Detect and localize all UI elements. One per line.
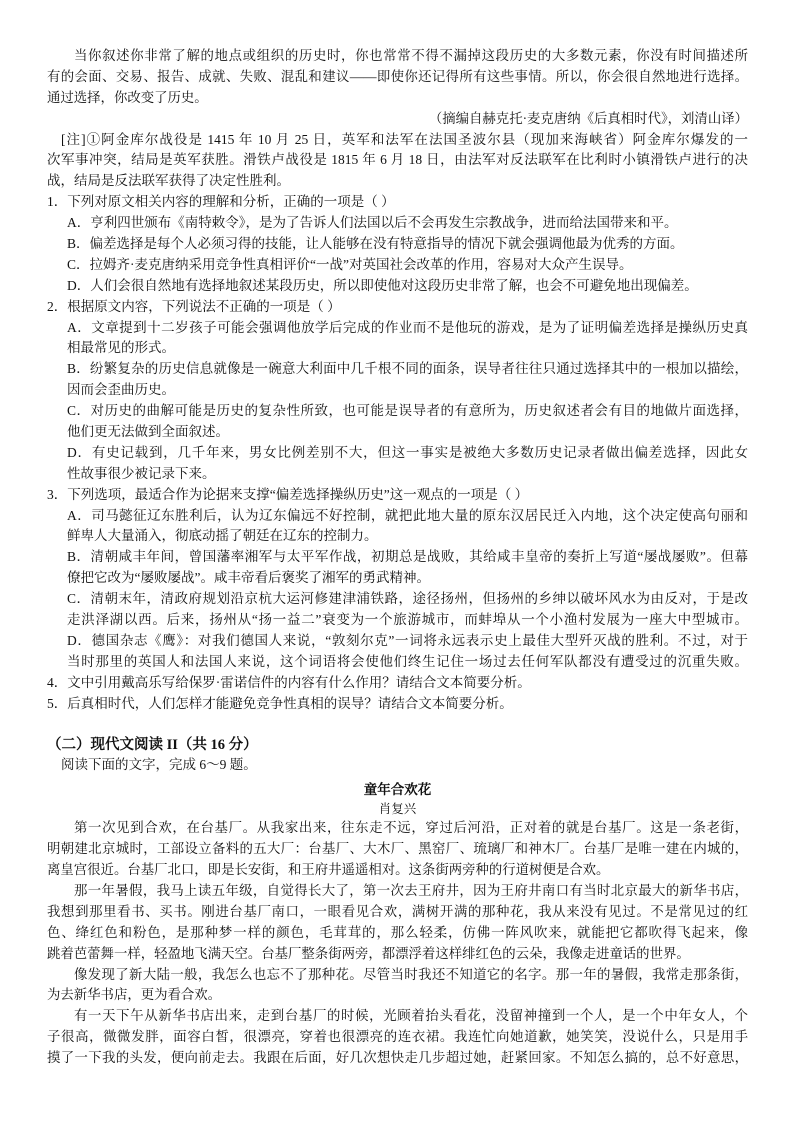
option-c: C．拉姆齐·麦克唐纳采用竞争性真相评价“一战”对英国社会改革的作用，容易对大众产生误导。 [67, 256, 633, 272]
option-d: D．有史记载到，几千年来，男女比例差别不大，但这一事实是被绝大多数历史记录者做出偏差选择，因此女 [67, 444, 748, 460]
article-paragraph-3 [47, 965, 748, 1007]
article-author: 肖复兴 [378, 802, 417, 817]
question-stem: 1．下列对原文相关内容的理解和分析，正确的一项是（ ） [47, 194, 395, 210]
option-a: A．文章提到十二岁孩子可能会强调他放学后完成的作业而不是他玩的游戏，是为了证明偏差选择是操纵历史真 [67, 319, 748, 335]
question-2 [47, 297, 748, 485]
article-line: 离皇宫很近。台基厂北口，即是长安街，和王府井遥遥相对。这条街两旁种的行道树便是合欢。 [47, 862, 610, 878]
article-line: 子很高，微微发胖，面容白皙，很漂亮，穿着也很漂亮的连衣裙。我连忙向她道歉，她笑笑，没说什么，只是用手 [47, 1029, 748, 1045]
option-b-cont: 僚把它改为“屡败屡战”。咸丰帝看后褒奖了湘军的勇武精神。 [67, 570, 430, 586]
option-d: D．德国杂志《鹰》：对我们德国人来说，“敦刻尔克”一词将永远表示史上最佳大型歼灭战的胜利。不过，对于 [67, 632, 748, 648]
question-1 [47, 192, 748, 296]
footnote-line: 战，结局是反法联军获得了决定性胜利。 [47, 173, 290, 189]
option-c-cont: 他们更无法做到全面叙述。 [67, 424, 229, 440]
option-c-cont: 走洪泽湖以西。后来，扬州从“扬一益二”衰变为一个旅游城市，而蚌埠从一个小渔村发展为一座大中型城市。 [67, 612, 748, 628]
option-d: D．人们会很自然地有选择地叙述某段历史，所以即使他对这段历史非常了解，也会不可避免地出现偏差。 [67, 277, 698, 293]
excerpt-source: （摘编自赫克托·麦克唐纳《后真相时代》，刘清山译） [428, 110, 748, 126]
article-line: 明朝建北京城时，工部设立备料的五大厂：台基厂、大木厂、黑窑厂、琉璃厂和神木厂。台基厂是唯一建在内城的， [47, 841, 748, 857]
article-paragraph-4 [47, 1006, 748, 1069]
excerpt [47, 46, 748, 130]
option-d-cont: 当时那里的英国人和法国人来说，这个词语将会使他们终生记住一场过去任何军队都没有遭受过的沉重失败。 [67, 653, 748, 669]
option-a: A．司马懿征辽东胜利后，认为辽东偏远不好控制，就把此地大量的原东汉居民迁入内地，这个决定使高句丽和 [67, 507, 748, 523]
article-line: 第一次见到合欢，在台基厂。从我家出来，往东走不远，穿过后河沿，正对着的就是台基厂。这是一条老街， [74, 820, 748, 836]
article-line: 跳着芭蕾舞一样，轻盈地飞满天空。台基厂整条街两旁，都漂浮着这样绯红色的云朵，我像走进童话的世界。 [47, 945, 690, 961]
option-b: B．清朝咸丰年间，曾国藩率湘军与太平军作战，初期总是战败，其给咸丰皇帝的奏折上写道“屡战屡败”。但幕 [67, 549, 748, 565]
excerpt-line: 当你叙述你非常了解的地点或组织的历史时，你也常常不得不漏掉这段历史的大多数元素，你没有时间描述所 [74, 48, 748, 63]
option-b: B．偏差选择是每个人必须习得的技能，让人能够在没有特意指导的情况下就会强调他最为优秀的方面。 [67, 236, 684, 252]
option-c: C．对历史的曲解可能是历史的复杂性所致，也可能是误导者的有意所为，历史叙述者会有目的地做片面选择， [67, 403, 748, 419]
section-heading: （二）现代文阅读 II（共 16 分） [47, 736, 258, 753]
article-line: 色、绛红色和粉色，是那种梦一样的颜色，毛茸茸的，那么轻柔，仿佛一阵风吹来，就能把它都吹得飞起来，像 [47, 924, 748, 940]
option-d-cont: 性故事很少被记录下来。 [67, 465, 216, 481]
footnote-line: 次军事冲突，结局是英军获胜。滑铁卢战役是 1815 年 6 月 18 日，由法军对反法联军在比利时小镇滑铁卢进行的决 [47, 152, 748, 168]
article-line: 为去新华书店，更为看合欢。 [47, 987, 222, 1003]
article-line: 我想到那里看书、买书。刚进台基厂南口，一眼看见合欢，满树开满的那种花，我从来没有见过。不是常见过的红 [47, 903, 748, 919]
question-5: 5．后真相时代，人们怎样才能避免竞争性真相的误导？请结合文本简要分析。 [47, 695, 513, 711]
question-stem: 2．根据原文内容，下列说法不正确的一项是（ ） [47, 298, 341, 314]
excerpt-line: 通过选择，你改变了历史。 [47, 89, 208, 105]
option-a-cont: 鲜卑人大量涌入，彻底动摇了朝廷在辽东的控制力。 [67, 528, 378, 544]
option-b-cont: 因而会歪曲历史。 [67, 382, 175, 398]
article-line: 有一天下午从新华书店出来，走到台基厂的时候，光顾着抬头看花，没留神撞到一个人，是一个中年女人，个 [74, 1008, 748, 1024]
page-content [47, 46, 748, 1069]
option-c: C．清朝末年，清政府规划沿京杭大运河修建津浦铁路，途径扬州，但扬州的乡绅以破坏风水为由反对，于是改 [67, 591, 748, 607]
article-paragraph-2 [47, 881, 748, 965]
article-paragraph-1 [47, 818, 748, 881]
question-stem: 3．下列选项，最适合作为论据来支撑“偏差选择操纵历史”这一观点的一项是（ ） [47, 486, 529, 502]
article-line: 摸了一下我的头发，便向前走去。我跟在后面，好几次想快走几步超过她，赶紧回家。不知怎么搞的，总不好意思， [47, 1050, 748, 1066]
section-2 [47, 735, 748, 1069]
section-instruction: 阅读下面的文字，完成 6～9 题。 [61, 757, 257, 773]
question-3 [47, 485, 748, 673]
option-b: B．纷繁复杂的历史信息就像是一碗意大利面中几千根不同的面条，误导者往往只通过选择其中的一根加以描绘， [67, 361, 748, 377]
footnote-line: [注]①阿金库尔战役是 1415 年 10 月 25 日，英军和法军在法国圣波尔县（现加来海峡省）阿金库尔爆发的一 [61, 131, 748, 147]
article-line: 那一年暑假，我马上读五年级，自觉得长大了，第一次去王府井，因为王府井南口有当时北京最大的新华书店， [74, 882, 748, 898]
article-line: 像发现了新大陆一般，我怎么也忘不了那种花。尽管当时我还不知道它的名字。那一年的暑假，我常走那条街， [74, 966, 748, 982]
excerpt-line: 有的会面、交易、报告、成就、失败、混乱和建议——即使你还记得所有这些事情。所以，你会很自然地进行选择。 [47, 68, 748, 84]
question-4: 4．文中引用戴高乐写给保罗·雷诺信件的内容有什么作用？请结合文本简要分析。 [47, 674, 531, 690]
footnote [47, 130, 748, 193]
option-a-cont: 相最常见的形式。 [67, 340, 175, 356]
article-title: 童年合欢花 [363, 782, 432, 798]
option-a: A．亨利四世颁布《南特敕令》，是为了告诉人们法国以后不会再发生宗教战争，进而给法国带来和平。 [67, 215, 678, 231]
